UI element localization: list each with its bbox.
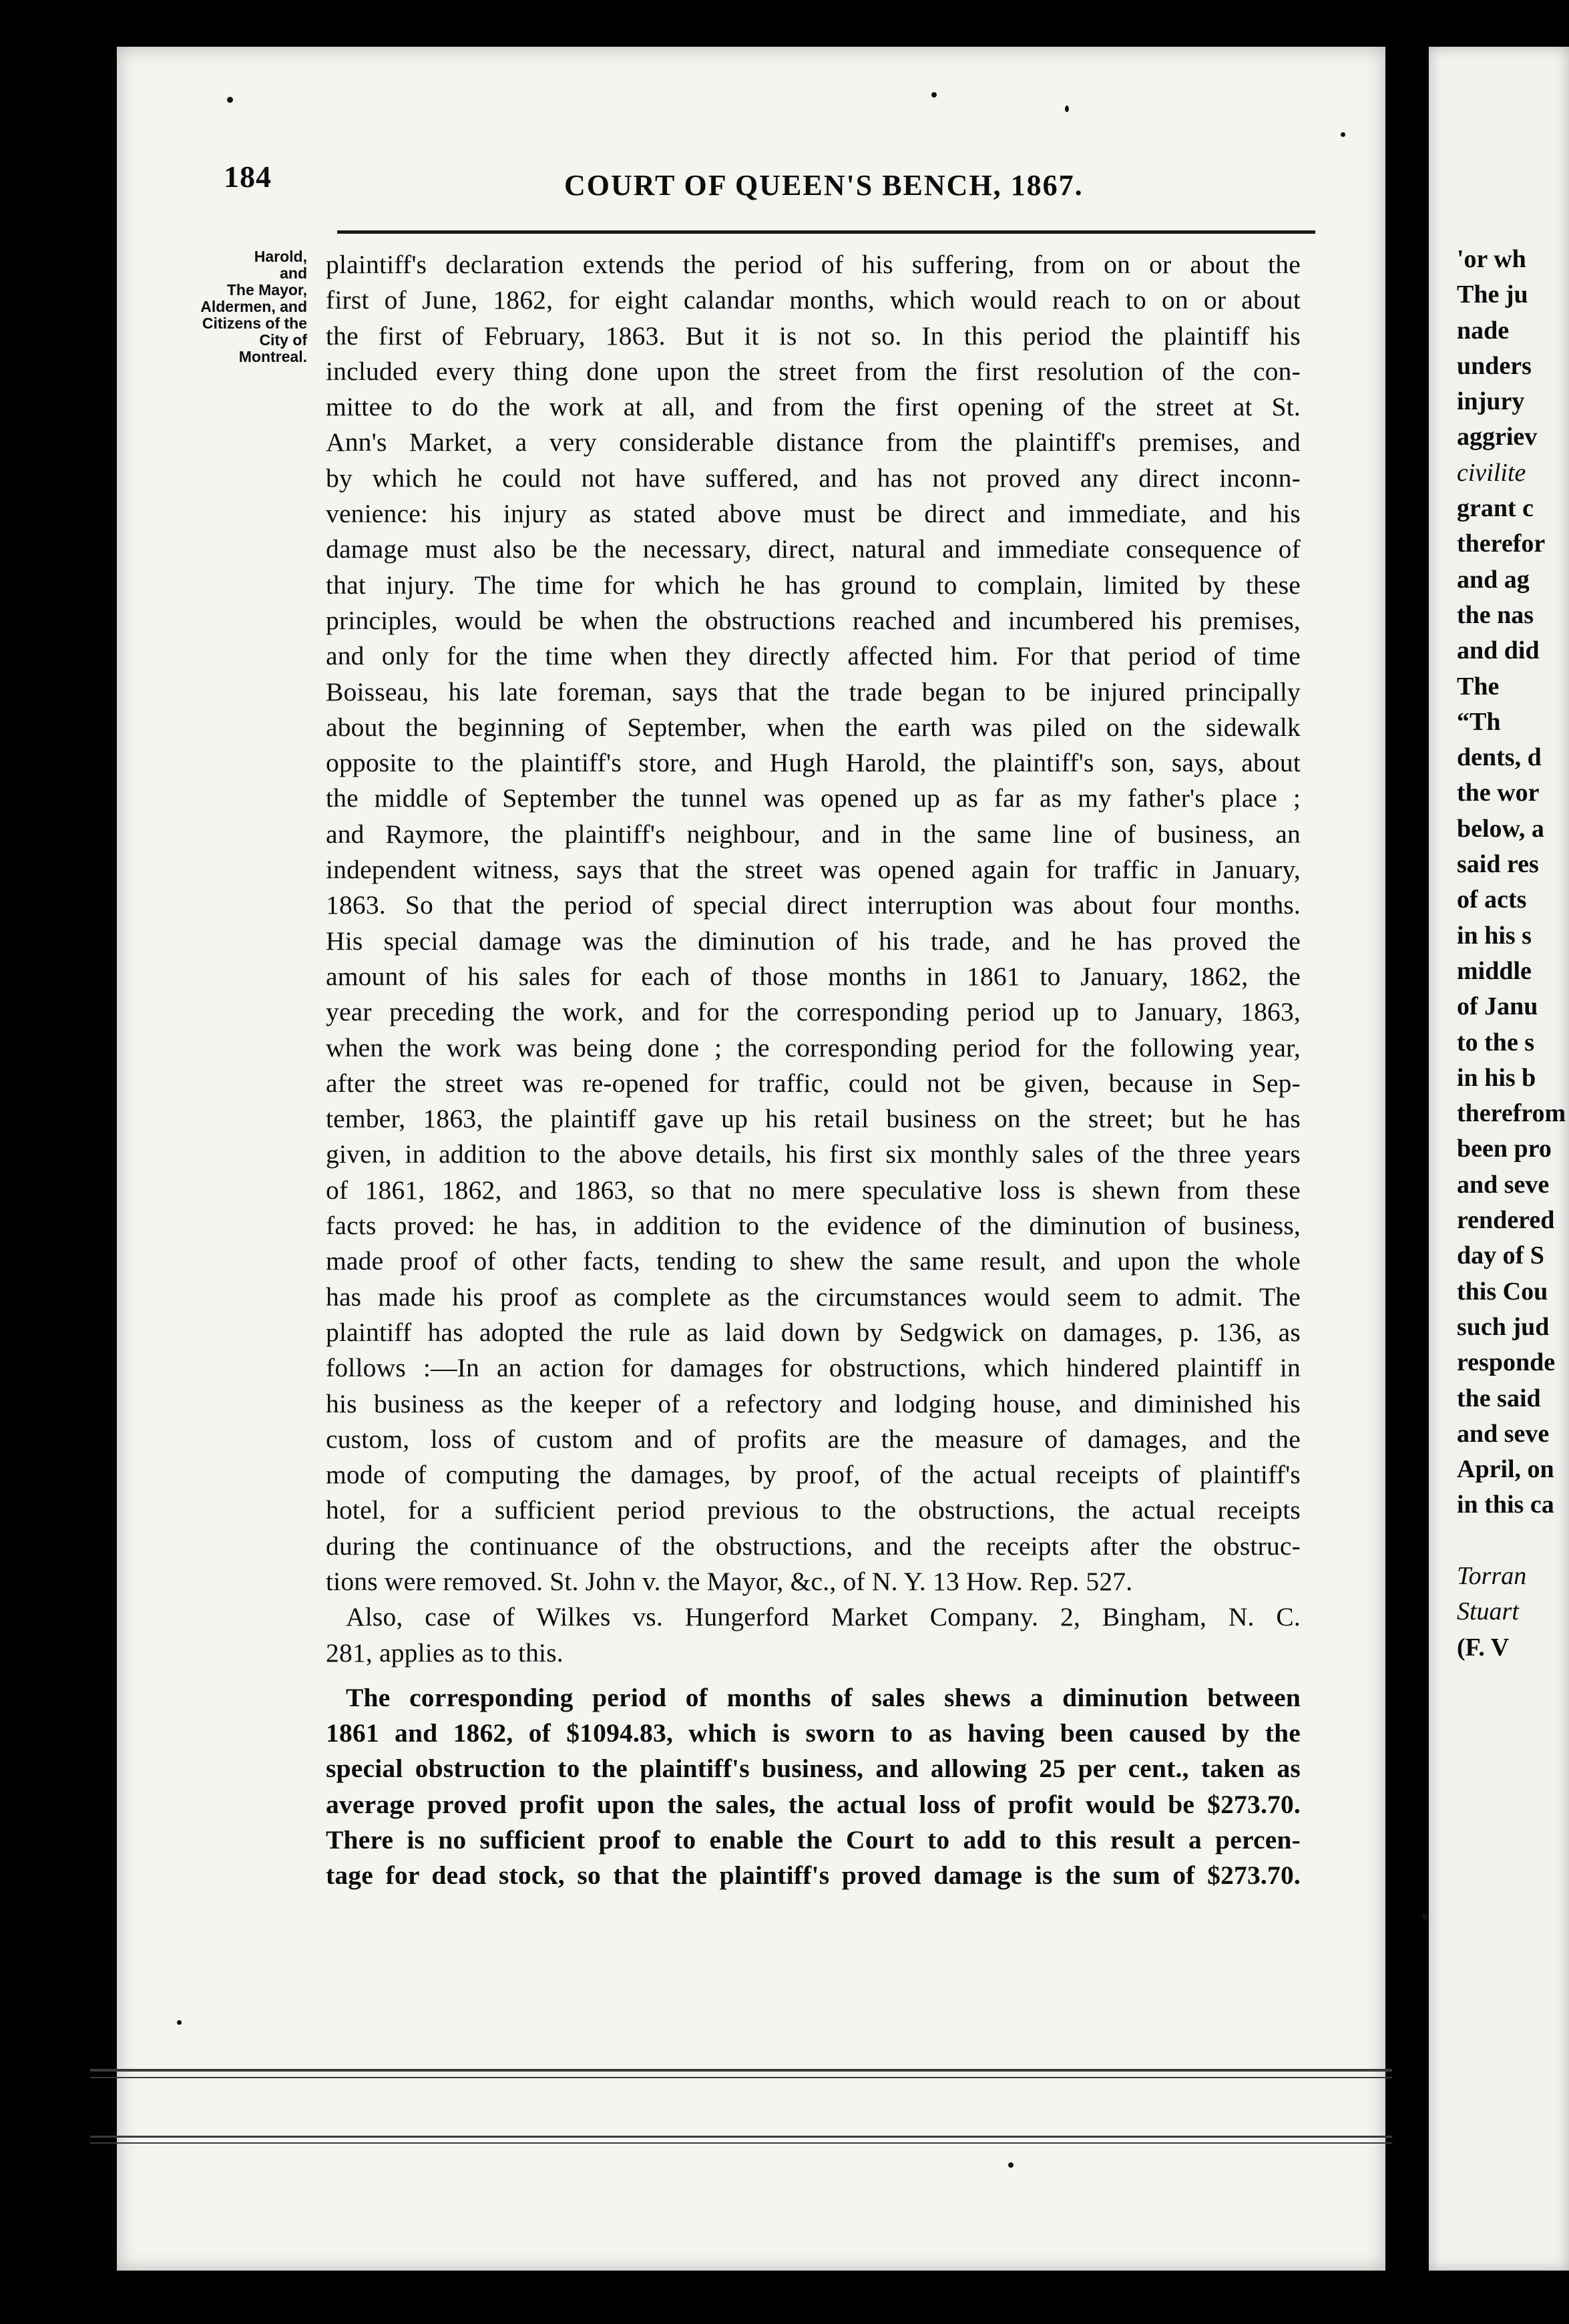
text-line: special obstruction to the plaintiff's business, and allowing 25 per cent., taken as xyxy=(326,1754,1301,1784)
footer-rule xyxy=(90,2069,1392,2072)
text-line: year preceding the work, and for the corresponding period up to January, 1863, xyxy=(326,997,1301,1027)
damages-paragraph xyxy=(326,1680,1301,1894)
fragment-line: in his b xyxy=(1457,1063,1536,1092)
fragment-line: aggriev xyxy=(1457,423,1538,451)
scan-speck xyxy=(1065,106,1069,112)
page-number: 184 xyxy=(224,160,272,194)
fragment-line: of Janu xyxy=(1457,992,1538,1021)
text-line: tions were removed. St. John v. the Mayor, &c., of N. Y. 13 How. Rep. 527. xyxy=(326,1566,1133,1596)
fragment-line: April, on xyxy=(1457,1455,1554,1484)
text-line: average proved profit upon the sales, the actual loss of profit would be $273.70. xyxy=(326,1789,1301,1819)
text-line: that injury. The time for which he has ground to complain, limited by these xyxy=(326,570,1301,600)
fragment-line: unders xyxy=(1457,351,1532,380)
fragment-line: and seve xyxy=(1457,1419,1550,1448)
text-line: the middle of September the tunnel was opened up as far as my father's place ; xyxy=(326,783,1301,813)
text-line: His special damage was the diminution of his trade, and he has proved the xyxy=(326,926,1301,956)
fragment-line: in this ca xyxy=(1457,1491,1554,1519)
text-line: plaintiff has adopted the rule as laid down by Sedgwick on damages, p. 136, as xyxy=(326,1317,1301,1347)
text-line: amount of his sales for each of those months in 1861 to January, 1862, the xyxy=(326,961,1301,991)
text-line: tage for dead stock, so that the plaintiff's proved damage is the sum of $273.70. xyxy=(326,1861,1301,1891)
scan-speck xyxy=(1341,132,1345,137)
text-line: during the continuance of the obstructions, and the receipts after the obstruc- xyxy=(326,1531,1301,1561)
text-line: has made his proof as complete as the circumstances would seem to admit. The xyxy=(326,1282,1301,1312)
text-line: made proof of other facts, tending to shew the same result, and upon the whole xyxy=(326,1246,1301,1276)
fragment-line: and seve xyxy=(1457,1170,1550,1199)
fragment-line: the said xyxy=(1457,1384,1541,1412)
fragment-line: (F. V xyxy=(1457,1633,1510,1662)
text-line: facts proved: he has, in addition to the evidence of the diminution of business, xyxy=(326,1211,1301,1241)
fragment-line: therefrom xyxy=(1457,1099,1566,1128)
fragment-line: The xyxy=(1457,672,1500,701)
scan-speck xyxy=(1422,1913,1429,1920)
case-margin-note xyxy=(174,248,307,365)
fragment-line: the wor xyxy=(1457,779,1540,807)
footer-rule xyxy=(90,2142,1392,2144)
text-line: plaintiff's declaration extends the period of his suffering, from on or about the xyxy=(326,250,1301,279)
text-line: venience: his injury as stated above must be direct and immediate, and his xyxy=(326,499,1301,529)
text-line: 1863. So that the period of special direct interruption was about four months. xyxy=(326,890,1301,920)
text-line: included every thing done upon the street from the first resolution of the con- xyxy=(326,356,1301,386)
fragment-line: and ag xyxy=(1457,565,1530,594)
scan-speck xyxy=(1008,2162,1014,2168)
fragment-line: such jud xyxy=(1457,1312,1550,1341)
fragment-line: responde xyxy=(1457,1348,1556,1377)
text-line: custom, loss of custom and of profits are the measure of damages, and the xyxy=(326,1424,1301,1454)
fragment-line: in his s xyxy=(1457,921,1532,950)
text-line: the first of February, 1863. But it is not so. In this period the plaintiff his xyxy=(326,321,1301,351)
fragment-line: and did xyxy=(1457,636,1540,665)
text-line: Boisseau, his late foreman, says that the trade began to be injured principally xyxy=(326,676,1301,707)
right-page-text xyxy=(1457,242,1566,1666)
book-gutter xyxy=(1385,0,1429,2324)
text-line: first of June, 1862, for eight calandar months, which would reach to on or about xyxy=(326,285,1301,315)
fragment-line: “Th xyxy=(1457,707,1501,736)
body-text xyxy=(326,247,1301,1894)
text-line: after the street was re-opened for traffic, could not be given, because in Sep- xyxy=(326,1068,1301,1098)
fragment-line: Torran xyxy=(1457,1561,1527,1590)
fragment-line: of acts xyxy=(1457,886,1527,914)
scan-speck xyxy=(227,97,233,103)
text-line: and only for the time when they directly affected him. For that period of time xyxy=(326,641,1301,671)
margin-note-line: and xyxy=(280,264,307,282)
margin-note-line: Montreal. xyxy=(238,348,307,365)
text-line: by which he could not have suffered, and has not proved any direct inconn- xyxy=(326,463,1301,493)
scan-speck xyxy=(931,92,937,98)
text-line: principles, would be when the obstructions reached and incumbered his premises, xyxy=(326,605,1301,635)
fragment-line: below, a xyxy=(1457,814,1544,843)
text-line: his business as the keeper of a refectory and lodging house, and diminished his xyxy=(326,1388,1301,1418)
text-line: of 1861, 1862, and 1863, so that no mere speculative loss is shewn from these xyxy=(326,1175,1301,1205)
fragment-line: dents, d xyxy=(1457,743,1542,772)
fragment-line: to the s xyxy=(1457,1028,1535,1056)
text-line: mode of computing the damages, by proof, of the actual receipts of plaintiff's xyxy=(326,1460,1301,1490)
fragment-line: this Cou xyxy=(1457,1277,1548,1306)
fragment-line: day of S xyxy=(1457,1241,1544,1270)
margin-note-line: The Mayor, xyxy=(226,281,307,299)
text-line: There is no sufficient proof to enable the Court to add to this result a percen- xyxy=(326,1825,1301,1855)
text-line: opposite to the plaintiff's store, and Hugh Harold, the plaintiff's son, says, about xyxy=(326,748,1301,778)
text-line: about the beginning of September, when the earth was piled on the sidewalk xyxy=(326,712,1301,742)
text-line: when the work was being done ; the corresponding period for the following year, xyxy=(326,1032,1301,1062)
text-line: damage must also be the necessary, direct, natural and immediate consequence of xyxy=(326,534,1301,564)
fragment-line xyxy=(1457,1523,1566,1559)
text-line: follows :—In an action for damages for obstructions, which hindered plaintiff in xyxy=(326,1353,1301,1383)
header-rule xyxy=(337,230,1315,234)
fragment-line: civilite xyxy=(1457,458,1526,487)
fragment-line: Stuart xyxy=(1457,1597,1519,1626)
text-line: given, in addition to the above details, his first six monthly sales of the three years xyxy=(326,1139,1301,1169)
footer-rule xyxy=(90,2077,1392,2078)
fragment-line: middle xyxy=(1457,956,1532,985)
margin-note-line: City of xyxy=(259,331,307,349)
margin-note-line: Citizens of the xyxy=(202,315,307,332)
fragment-line: 'or wh xyxy=(1457,245,1526,273)
text-line: 281, applies as to this. xyxy=(326,1637,564,1668)
fragment-line: nade xyxy=(1457,316,1510,345)
text-line: The corresponding period of months of sales shews a diminution between xyxy=(346,1682,1301,1712)
running-title: COURT OF QUEEN'S BENCH, 1867. xyxy=(564,169,1084,202)
fragment-line: grant c xyxy=(1457,494,1534,523)
fragment-line: the nas xyxy=(1457,600,1534,629)
text-line: hotel, for a sufficient period previous to the obstructions, the actual receipts xyxy=(326,1495,1301,1525)
footer-rule xyxy=(90,2136,1392,2138)
fragment-line: been pro xyxy=(1457,1135,1552,1163)
text-line: mittee to do the work at all, and from the first opening of the street at St. xyxy=(326,392,1301,422)
text-line: tember, 1863, the plaintiff gave up his retail business on the street; but he has xyxy=(326,1104,1301,1134)
fragment-line: rendered xyxy=(1457,1206,1555,1235)
text-line: Also, case of Wilkes vs. Hungerford Market Company. 2, Bingham, N. C. xyxy=(346,1602,1301,1632)
fragment-line: therefor xyxy=(1457,530,1546,558)
scan-speck xyxy=(177,2020,182,2025)
text-line: 1861 and 1862, of $1094.83, which is sworn to as having been caused by the xyxy=(326,1718,1301,1748)
margin-note-line: Harold, xyxy=(254,248,307,265)
text-line: Ann's Market, a very considerable distance from the plaintiff's premises, and xyxy=(326,427,1301,457)
fragment-line: said res xyxy=(1457,850,1539,879)
fragment-line: injury xyxy=(1457,387,1525,416)
text-line: independent witness, says that the street was opened again for traffic in January, xyxy=(326,855,1301,885)
text-line: and Raymore, the plaintiff's neighbour, and in the same line of business, an xyxy=(326,819,1301,849)
fragment-line: The ju xyxy=(1457,280,1528,309)
margin-note-line: Aldermen, and xyxy=(200,298,307,315)
